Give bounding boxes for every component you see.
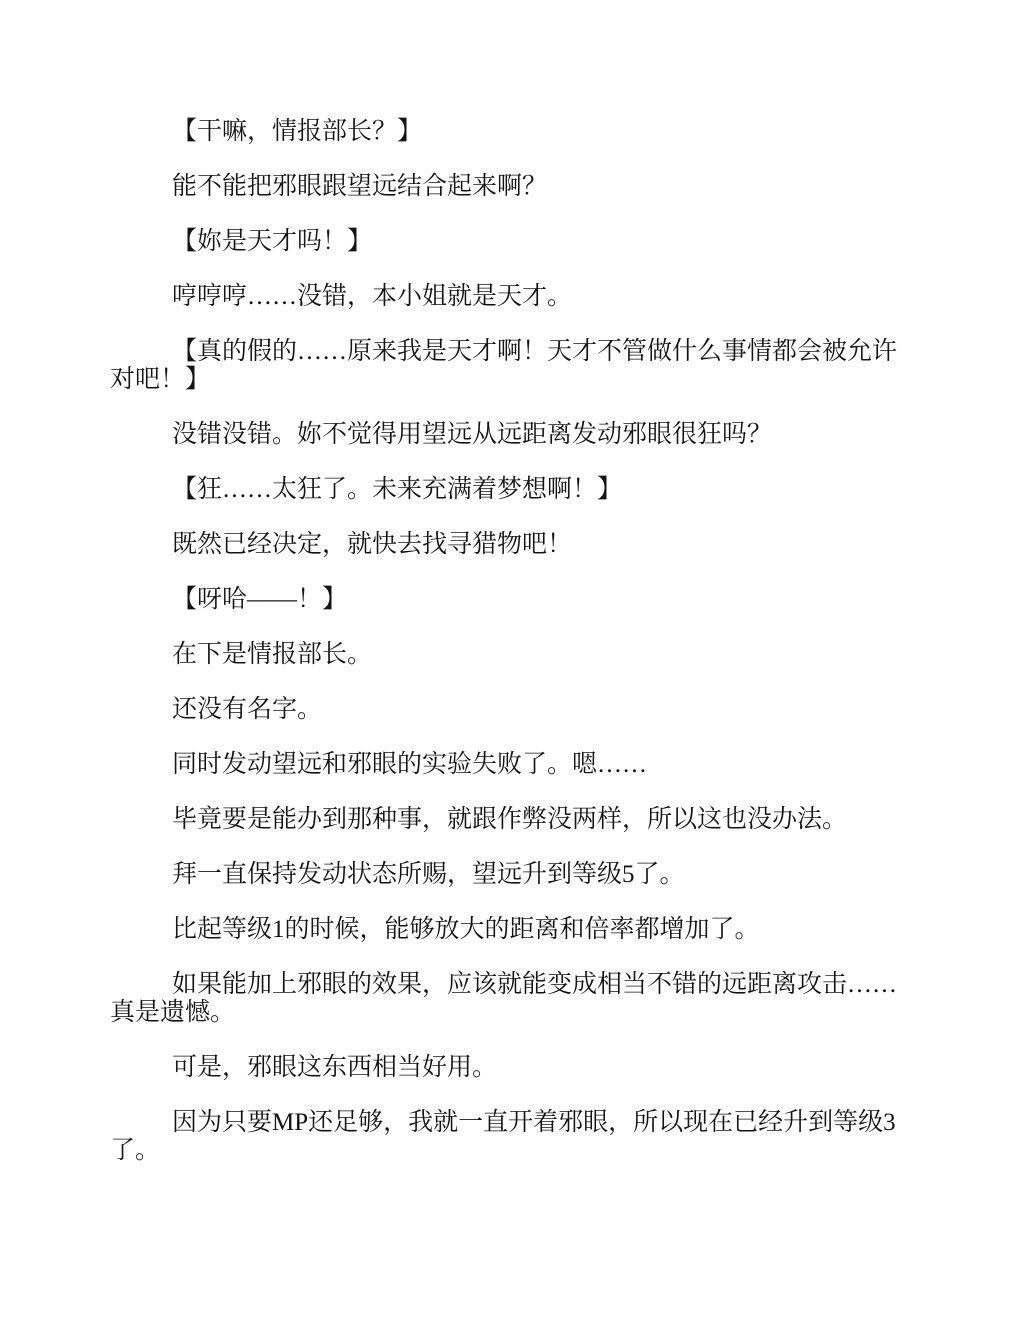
paragraph: 同时发动望远和邪眼的实验失败了。嗯…… [172, 751, 648, 778]
paragraph: 可是，邪眼这东西相当好用。 [172, 1054, 498, 1081]
paragraph: 【妳是天才吗！】 [172, 228, 373, 255]
paragraph: 没错没错。妳不觉得用望远从远距离发动邪眼很狂吗？ [172, 421, 773, 448]
paragraph: 因为只要MP还足够，我就一直开着邪眼，所以现在已经升到等级3了。 [110, 1109, 896, 1164]
paragraph: 在下是情报部长。 [172, 641, 373, 668]
paragraph: 哼哼哼……没错，本小姐就是天才。 [172, 283, 573, 310]
paragraph: 如果能加上邪眼的效果，应该就能变成相当不错的远距离攻击……真是遗憾。 [110, 971, 898, 1026]
paragraph: 【真的假的……原来我是天才啊！天才不管做什么事情都会被允许对吧！】 [110, 338, 898, 393]
paragraph: 【狂……太狂了。未来充满着梦想啊！】 [172, 476, 623, 503]
paragraph: 【干嘛，情报部长？】 [172, 118, 423, 145]
paragraph: 毕竟要是能办到那种事，就跟作弊没两样，所以这也没办法。 [172, 806, 848, 833]
paragraph: 拜一直保持发动状态所赐，望远升到等级5了。 [172, 861, 685, 888]
paragraph: 【呀哈——！】 [172, 586, 348, 613]
paragraph: 比起等级1的时候，能够放大的距离和倍率都增加了。 [172, 916, 760, 943]
paragraph: 既然已经决定，就快去找寻猎物吧！ [172, 531, 573, 558]
paragraph: 还没有名字。 [172, 696, 323, 723]
paragraph: 能不能把邪眼跟望远结合起来啊？ [172, 173, 548, 200]
